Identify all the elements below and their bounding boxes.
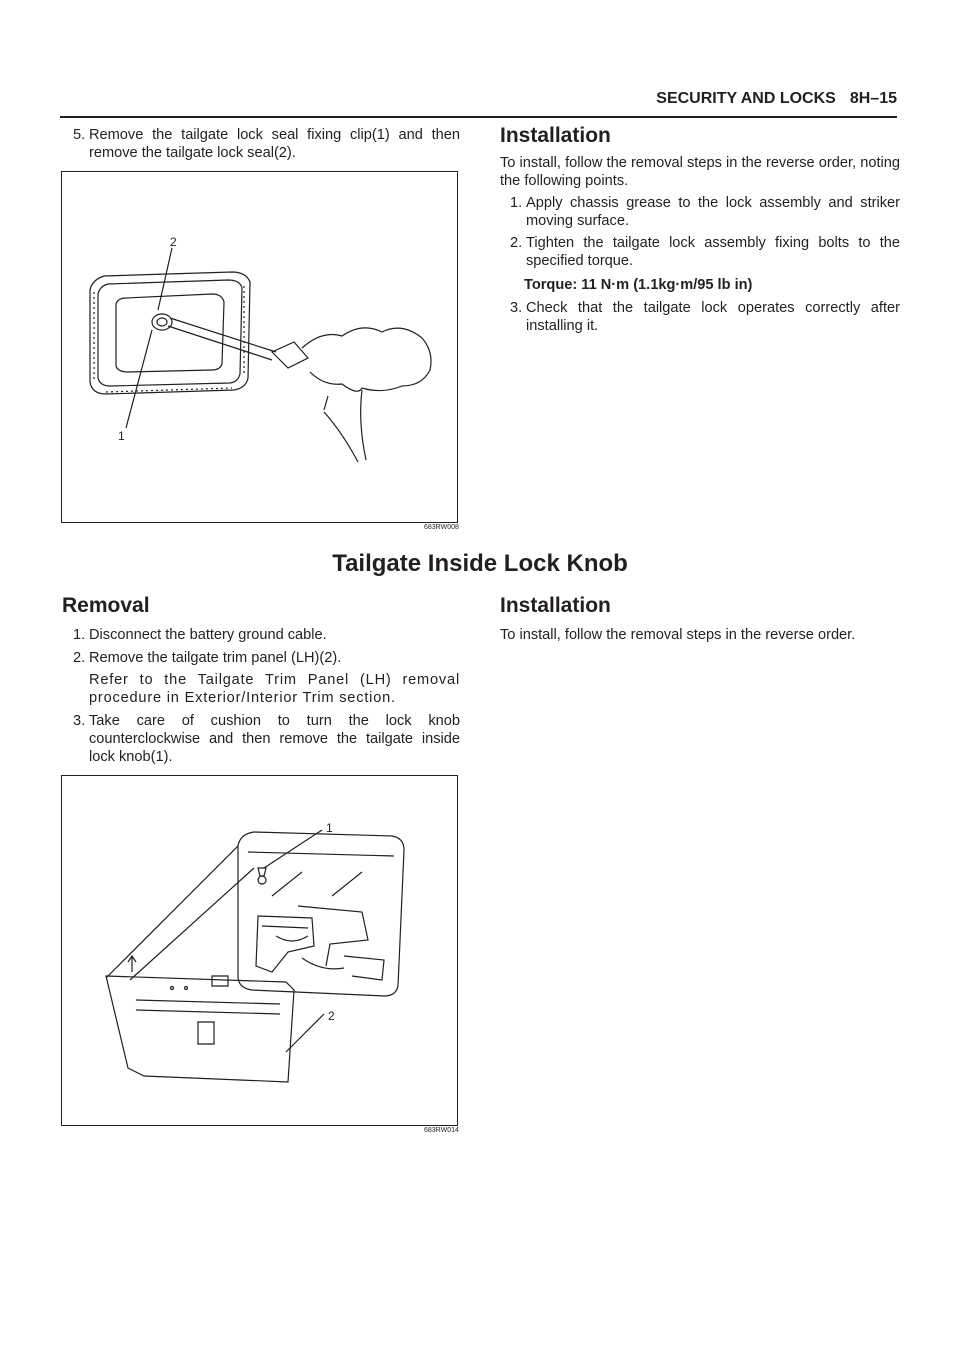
- step-text: Check that the tailgate lock operates correctly after installing it.: [526, 300, 900, 334]
- knob-installation-block: [500, 594, 900, 644]
- installation-heading: Installation: [500, 124, 611, 147]
- removal-step-5-block: [62, 126, 460, 162]
- knob-removal-step-1: [62, 626, 460, 644]
- step-text: Disconnect the battery ground cable.: [89, 627, 327, 643]
- knob-removal-step-2: [62, 649, 460, 707]
- step-text: Remove the tailgate lock seal fixing clip(1) and then remove the tailgate lock seal(2).: [89, 127, 460, 161]
- figure-lock-knob-caption: 683RW014: [424, 1127, 459, 1134]
- installation-step-3: [500, 299, 900, 335]
- installation-step-2: [500, 234, 900, 270]
- header-page-number: 8H–15: [849, 90, 897, 107]
- header-rule: [60, 116, 897, 118]
- step-text: Take care of cushion to turn the lock knob counterclockwise and then remove the tailgate inside lock knob(1).: [89, 713, 460, 765]
- step-number: 1.: [510, 195, 523, 211]
- header-section-title: SECURITY AND LOCKS: [656, 90, 836, 107]
- section-title: Tailgate Inside Lock Knob: [332, 550, 628, 577]
- knob-removal-block: [62, 594, 460, 766]
- callout-2: 2: [170, 235, 177, 249]
- callout-1: 1: [118, 429, 125, 443]
- step-number: 3.: [73, 713, 86, 729]
- removal-step-5: [62, 126, 460, 162]
- lock-knob-illustration: [62, 776, 457, 1125]
- installation-step-1: [500, 194, 900, 230]
- step-number: 2.: [73, 650, 86, 666]
- callout-1: 1: [326, 821, 333, 835]
- figure-lock-knob: [61, 775, 458, 1126]
- removal-heading: Removal: [62, 594, 150, 617]
- step-note: Refer to the Tailgate Trim Panel (LH) removal procedure in Exterior/Interior Trim section.: [89, 672, 460, 706]
- step-text: Apply chassis grease to the lock assembly and striker moving surface.: [526, 195, 900, 229]
- step-text: Remove the tailgate trim panel (LH)(2).: [89, 650, 342, 666]
- torque-spec: Torque: 11 N·m (1.1kg·m/95 lb in): [524, 277, 753, 293]
- step-number: 2.: [510, 235, 523, 251]
- knob-removal-step-3: [62, 712, 460, 766]
- page-header: [600, 90, 897, 116]
- figure-lock-seal-caption: 683RW008: [424, 524, 459, 531]
- step-number: 5.: [73, 127, 86, 143]
- installation-intro: To install, follow the removal steps in the reverse order, noting the following points.: [500, 155, 900, 189]
- callout-2: 2: [328, 1009, 335, 1023]
- installation-text: To install, follow the removal steps in the reverse order.: [500, 627, 856, 643]
- step-text: Tighten the tailgate lock assembly fixing bolts to the specified torque.: [526, 235, 900, 269]
- figure-lock-seal: [61, 171, 458, 523]
- step-number: 3.: [510, 300, 523, 316]
- installation-lock-block: [500, 124, 900, 335]
- lock-seal-illustration: [62, 172, 457, 522]
- header-text: [656, 90, 897, 108]
- step-number: 1.: [73, 627, 86, 643]
- installation-heading: Installation: [500, 594, 611, 617]
